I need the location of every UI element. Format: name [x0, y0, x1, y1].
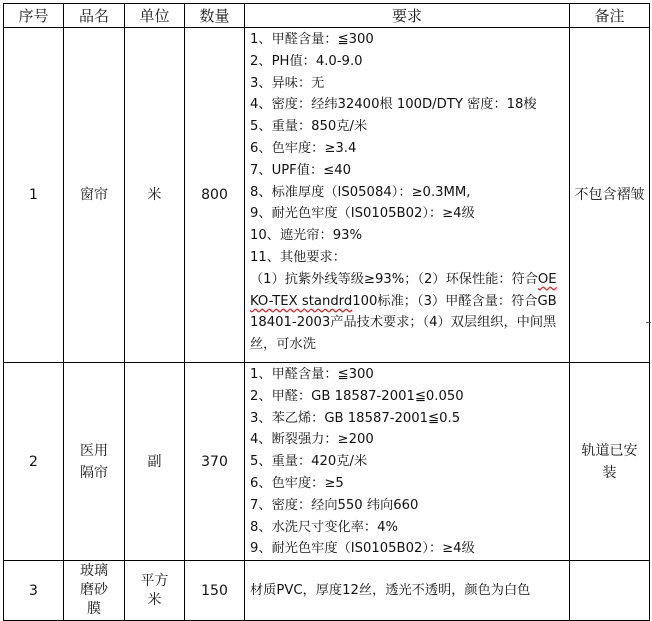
table-row — [4, 363, 650, 561]
row-name: 医用隔帘 — [64, 363, 125, 561]
req-line: 6、色牢度：≥5 — [250, 475, 344, 491]
req-line: 6、色牢度：≥3.4 — [250, 140, 357, 156]
req-paragraph — [250, 269, 565, 356]
row-note — [570, 561, 650, 621]
row-name: 玻璃磨砂膜 — [64, 561, 125, 621]
header-qty: 数量 — [185, 4, 245, 28]
row-no: 3 — [4, 561, 64, 621]
row-requirements — [245, 363, 570, 561]
row-unit: 副 — [125, 363, 185, 561]
header-name: 品名 — [64, 4, 125, 28]
table-row — [4, 28, 650, 363]
row-unit: 米 — [125, 28, 185, 363]
req-line: 4、断裂强力：≥200 — [250, 432, 374, 448]
row-qty: 800 — [185, 28, 245, 363]
margin-tick — [646, 322, 651, 323]
row-qty: 150 — [185, 561, 245, 621]
req-line: 材质PVC，厚度12丝，透光不透明，颜色为白色 — [250, 583, 531, 599]
header-requirements: 要求 — [245, 4, 570, 28]
row-qty: 370 — [185, 363, 245, 561]
req-line: 4、密度：经纬32400根 100D/DTY 密度：18梭 — [250, 97, 537, 113]
req-line: 8、标准厚度（IS05084）：≥0.3MM, — [250, 184, 471, 200]
row-no: 1 — [4, 28, 64, 363]
req-line: 5、重量：850克/米 — [250, 119, 368, 135]
header-no: 序号 — [4, 4, 64, 28]
header-row — [4, 4, 650, 28]
req-line: 3、苯乙烯：GB 18587-2001≦0.5 — [250, 410, 461, 426]
req-line: 9、耐光色牢度（IS0105B02）：≥4级 — [250, 206, 475, 222]
req-text: 100标准；（3）甲醛含量：符合GB18401-2003产品技术要求；（4）双层组织，中间黑丝，可水洗 — [250, 293, 557, 353]
req-line: 9、耐光色牢度（IS0105B02）：≥4级 — [250, 541, 475, 557]
req-line: 1、甲醛含量：≦300 — [250, 367, 374, 382]
req-line: 1、甲醛含量：≦300 — [250, 32, 374, 47]
req-line: 10、遮光帘：93% — [250, 228, 363, 244]
header-unit: 单位 — [125, 4, 185, 28]
req-line: 5、重量：420克/米 — [250, 454, 368, 470]
row-requirements — [245, 28, 570, 363]
row-requirements — [245, 561, 570, 621]
req-line: 7、密度：经向550 纬向660 — [250, 497, 419, 513]
req-line: 2、PH值：4.0-9.0 — [250, 53, 363, 69]
table-row — [4, 561, 650, 621]
header-note: 备注 — [570, 4, 650, 28]
req-line: 2、甲醛：GB 18587-2001≦0.050 — [250, 388, 464, 404]
row-note: 不包含褶皱 — [570, 28, 650, 363]
row-no: 2 — [4, 363, 64, 561]
req-line: 3、异味：无 — [250, 75, 325, 91]
row-unit: 平方米 — [125, 561, 185, 621]
requirements-table-sheet — [3, 3, 649, 618]
requirements-table — [3, 3, 650, 621]
req-text: （1）抗紫外线等级≥93%；（2）环保性能：符合 — [250, 271, 538, 287]
row-name: 窗帘 — [64, 28, 125, 363]
req-line: 11、其他要求： — [250, 249, 346, 265]
oeko-tex-text: OEKO-TEX standrd — [250, 271, 557, 309]
req-line: 7、UPF值：≤40 — [250, 162, 351, 178]
req-line: 8、水洗尺寸变化率：4% — [250, 519, 398, 535]
row-note: 轨道已安装 — [570, 363, 650, 561]
